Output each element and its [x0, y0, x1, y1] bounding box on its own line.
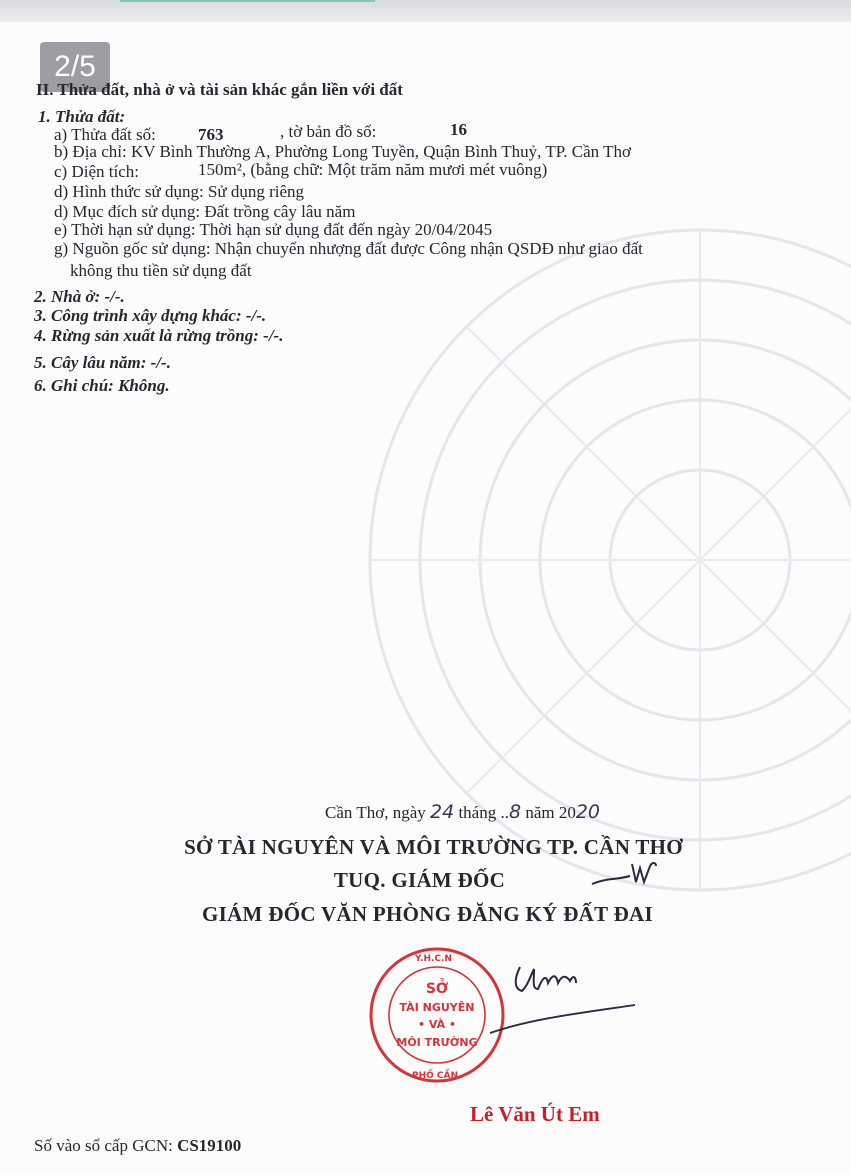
- month-label: tháng: [458, 803, 497, 822]
- signing-month: 8: [508, 801, 522, 823]
- top-status-strip: [0, 0, 851, 22]
- parcel-number: 763: [198, 125, 224, 144]
- year-prefix: 20: [558, 803, 576, 822]
- term-line: e) Thời hạn sử dụng: Thời hạn sử dụng đất đến ngày 20/04/2045: [54, 220, 493, 239]
- signing-date: Cần Thơ, ngày 24 tháng ..8 năm 2020: [325, 801, 601, 823]
- area-value: 150m², (bằng chữ: Một trăm năm mươi mét vuông): [198, 160, 548, 179]
- position-line: GIÁM ĐỐC VĂN PHÒNG ĐĂNG KÝ ĐẤT ĐAI: [201, 902, 653, 926]
- delegation-line: TUQ. GIÁM ĐỐC: [333, 868, 506, 892]
- stamp-text-1: SỞ: [425, 981, 449, 997]
- svg-text:PHỐ CẦN: PHỐ CẦN: [412, 1071, 459, 1081]
- signer-name: Lê Văn Út Em: [470, 1102, 600, 1126]
- notes-line: 6. Ghi chú: Không.: [34, 376, 170, 395]
- registry-number: CS19100: [177, 1136, 242, 1155]
- purpose-line: d) Mục đích sử dụng: Đất trồng cây lâu năm: [54, 202, 356, 221]
- stamp-text-3: • VÀ •: [417, 1018, 457, 1031]
- area-label: c) Diện tích:: [54, 162, 139, 181]
- stamp-text-4: MÔI TRƯỜNG: [396, 1036, 478, 1049]
- address-line: b) Địa chỉ: KV Bình Thường A, Phường Long Tuyền, Quận Bình Thuỷ, TP. Cần Thơ: [54, 142, 632, 161]
- land-title: 1. Thửa đất:: [38, 107, 126, 126]
- origin-line-2: không thu tiền sử dụng đất: [70, 261, 252, 280]
- other-works-line: 3. Công trình xây dựng khác: -/-.: [34, 306, 267, 325]
- top-accent-line: [120, 0, 375, 2]
- origin-line-1: g) Nguồn gốc sử dụng: Nhận chuyển nhượng đất được Công nhận QSDĐ như giao đất: [54, 239, 643, 258]
- handwritten-signature-icon: [470, 955, 640, 1035]
- svg-text:Y.H.C.N: Y.H.C.N: [415, 954, 452, 964]
- signing-day: 24: [430, 801, 455, 823]
- map-number: 16: [450, 120, 467, 139]
- section-heading: II. Thửa đất, nhà ở và tài sản khác gắn liền với đất: [36, 80, 403, 99]
- parcel-label: a) Thửa đất số:: [54, 125, 156, 144]
- usage-form-line: d) Hình thức sử dụng: Sử dụng riêng: [54, 182, 305, 201]
- page-indicator: 2/5: [40, 42, 110, 92]
- agency-name: SỞ TÀI NGUYÊN VÀ MÔI TRƯỜNG TP. CẦN THƠ: [184, 835, 683, 859]
- year-label: năm: [525, 803, 555, 822]
- registry-line: [34, 1136, 241, 1156]
- perennial-line: 5. Cây lâu năm: -/-.: [34, 353, 171, 372]
- stamp-text-2: TÀI NGUYÊN: [399, 1001, 475, 1014]
- map-label: , tờ bản đồ số:: [280, 122, 377, 141]
- signing-place: Cần Thơ, ngày: [325, 803, 426, 822]
- year-suffix: 20: [575, 801, 601, 823]
- registry-label: Số vào sổ cấp GCN:: [34, 1136, 173, 1155]
- house-line: 2. Nhà ở: -/-.: [34, 287, 125, 306]
- initial-signature-icon: [586, 858, 666, 892]
- forest-line: 4. Rừng sản xuất là rừng trồng: -/-.: [34, 326, 284, 345]
